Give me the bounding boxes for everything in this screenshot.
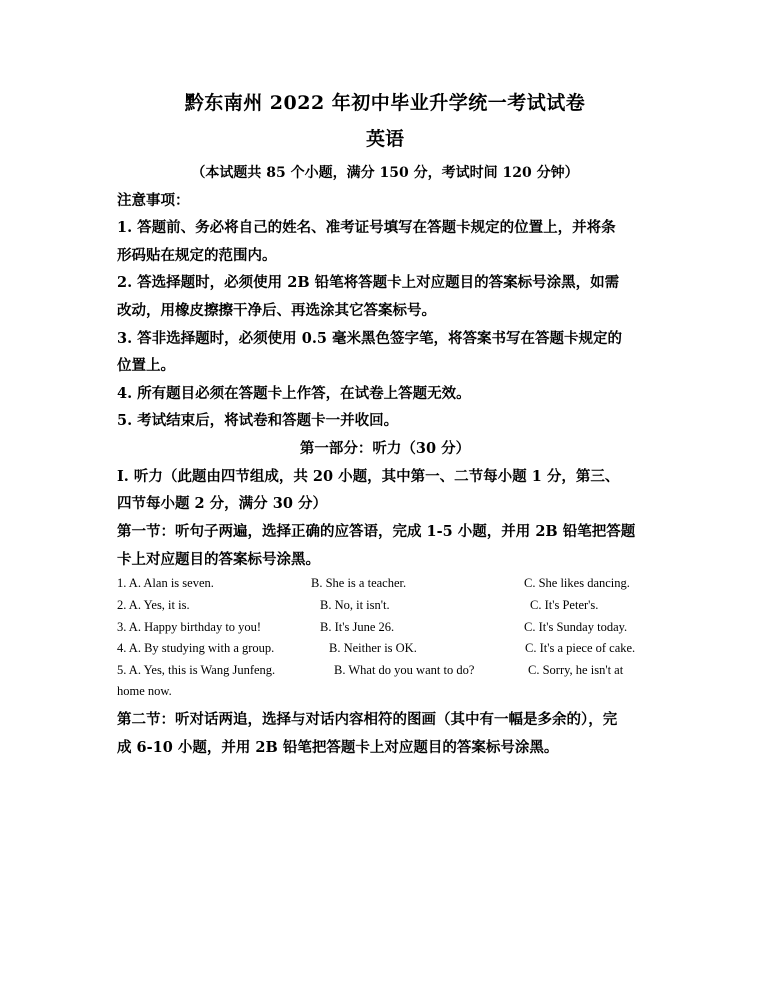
listening-intro: Ⅰ. 听力（此题由四节组成，共 20 小题，其中第一、二节每小题 1 分，第三、 bbox=[117, 468, 620, 485]
notice-line: 1. 答题前、务必将自己的姓名、准考证号填写在答题卡规定的位置上，并将条 bbox=[117, 219, 616, 236]
option-b: B. No, it isn't. bbox=[320, 598, 390, 612]
option-c: C. Sorry, he isn't at bbox=[528, 663, 624, 677]
option-a: 4. A. By studying with a group. bbox=[117, 641, 275, 655]
option-a: 2. A. Yes, it is. bbox=[117, 598, 190, 612]
notice-line: 改动，用橡皮擦擦干净后、再选涂其它答案标号。 bbox=[117, 302, 436, 319]
option-c-continued: home now. bbox=[117, 684, 172, 698]
section2-instruction: 成 6-10 小题，并用 2B 铅笔把答题卡上对应题目的答案标号涂黑。 bbox=[117, 739, 559, 756]
section1-instruction: 卡上对应题目的答案标号涂黑。 bbox=[117, 551, 320, 568]
option-b: B. Neither is OK. bbox=[329, 641, 417, 655]
subject-title: 英语 bbox=[365, 128, 404, 150]
option-b: B. What do you want to do? bbox=[334, 663, 475, 677]
notice-line: 3. 答非选择题时，必须使用 0.5 毫米黑色签字笔，将答案书写在答题卡规定的 bbox=[117, 330, 623, 347]
option-b: B. It's June 26. bbox=[320, 620, 395, 634]
option-a: 1. A. Alan is seven. bbox=[117, 576, 214, 590]
notice-line: 4. 所有题目必须在答题卡上作答，在试卷上答题无效。 bbox=[117, 385, 471, 402]
section2-instruction: 第二节：听对话两追，选择与对话内容相符的图画（其中有一幅是多余的），完 bbox=[117, 711, 618, 728]
notice-line: 形码贴在规定的范围内。 bbox=[117, 247, 277, 264]
notice-line: 位置上。 bbox=[117, 357, 175, 374]
option-c: C. She likes dancing. bbox=[524, 576, 630, 590]
exam-title: 黔东南州 2022 年初中毕业升学统一考试试卷 bbox=[184, 92, 586, 114]
option-c: C. It's a piece of cake. bbox=[525, 641, 636, 655]
notice-heading: 注意事项： bbox=[117, 192, 190, 209]
option-c: C. It's Peter's. bbox=[530, 598, 599, 612]
listening-intro: 四节每小题 2 分，满分 30 分） bbox=[117, 495, 327, 512]
notice-line: 2. 答选择题时，必须使用 2B 铅笔将答题卡上对应题目的答案标号涂黑，如需 bbox=[117, 274, 620, 291]
option-c: C. It's Sunday today. bbox=[524, 620, 628, 634]
section1-instruction: 第一节：听句子两遍，选择正确的应答语，完成 1-5 小题，并用 2B 铅笔把答题 bbox=[117, 523, 636, 540]
notice-line: 5. 考试结束后，将试卷和答题卡一并收回。 bbox=[117, 412, 399, 429]
option-a: 5. A. Yes, this is Wang Junfeng. bbox=[117, 663, 276, 677]
option-a: 3. A. Happy birthday to you! bbox=[117, 620, 262, 634]
exam-note: （本试题共 85 个小题，满分 150 分，考试时间 120 分钟） bbox=[191, 165, 579, 181]
part1-heading: 第一部分：听力（30 分） bbox=[299, 440, 471, 457]
option-b: B. She is a teacher. bbox=[311, 576, 407, 590]
